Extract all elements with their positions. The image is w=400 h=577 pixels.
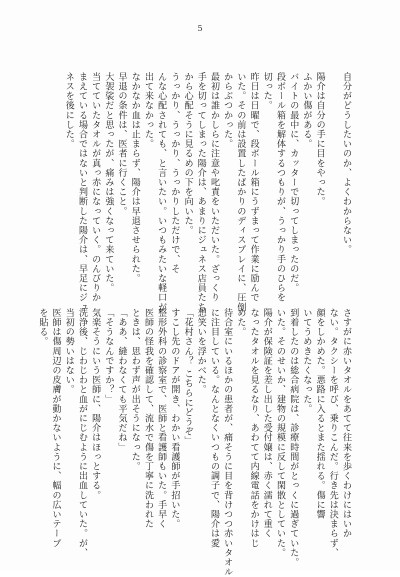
- text-line: ふかい傷がある。: [301, 72, 312, 149]
- upper-text-block: [62, 72, 352, 312]
- text-line: を貼る。: [37, 308, 48, 347]
- text-line: すこし先のドアが開き、わかい看護師が手招いた。: [169, 308, 180, 529]
- text-line: に注目している。なんとなくいつもの調子で、陽介は愛: [208, 308, 219, 548]
- text-line: 手を切ってしまった陽介は、あまりにジュネス店員たち: [195, 72, 206, 312]
- text-line: 医師の怪我を確認して、流水で傷を丁寧に洗われた: [142, 308, 153, 529]
- text-line: 「花村さん？ こちらにどうぞ」: [182, 308, 193, 446]
- text-line: 想笑いを浮かべた。: [195, 308, 206, 395]
- text-line: 陽介は自分の手に目をやった。: [314, 72, 325, 207]
- text-line: 当初の勢いはない。: [63, 308, 74, 395]
- text-line: 最初は誰かしらに注意や叱責をいただいた。ざっくり: [208, 72, 219, 303]
- text-line: んな心配されても、と言いたい。いつもみたいな軽口が: [156, 72, 167, 312]
- text-line: 待合室にいるほかの患者が、痛そうに目を背けつつ赤いタオル: [222, 308, 233, 577]
- text-line: 気楽そうにいう医師に、陽介はほっとする。: [90, 308, 101, 500]
- text-line: なったタオルを見るなり、あわてて内線電話をかけはじ: [248, 308, 259, 548]
- text-line: 当てていたタオルが真っ赤になっていく。のんびりか: [90, 72, 101, 303]
- text-line: いてうめきたくなった。: [301, 308, 312, 414]
- text-line: 「そうなんですか？」: [103, 308, 114, 404]
- text-line: バイトの最中に、カッターで切ってしまったのだ。: [288, 72, 299, 293]
- text-line: 医師は傷周辺の皮膚が動かないように、幅の広いテープ: [50, 308, 61, 548]
- text-line: いた。そのせいか、建物の規模に反して閑散としていた。: [274, 308, 285, 558]
- text-line: 顔をしかめた。悪路に入るとまた揺れる。傷に響: [314, 308, 325, 520]
- text-line: 大袈裟だと思ったが、痛みは強くなって来ていた。: [103, 72, 114, 293]
- page-number: 5: [197, 24, 203, 33]
- text-line: 早退の条件は、医者に行くこと。: [116, 72, 127, 216]
- text-line: 到着したのは総合病院は、診療時間がとっくに過ぎていた。: [288, 308, 299, 568]
- text-line: いた。その前は設置したばかりのディスプレイに、圧倒: [235, 72, 246, 312]
- text-line: 昨日は日曜で、段ボール箱にうずまって作業に励んで: [248, 72, 259, 303]
- text-line: 出て来なかった。: [142, 72, 153, 149]
- text-line: ない。タクシーを呼び、乗りこんだ。行き先は決まらず、: [327, 308, 338, 558]
- text-line: 段ボール箱を解体するつもりが、うっかり手のひらを: [274, 72, 285, 303]
- text-line: うっかり、うっかり、うっかりしただけで、そ: [169, 72, 180, 274]
- lower-text-block: [35, 308, 352, 577]
- text-line: からぶつかった。: [222, 72, 233, 149]
- text-line: [326, 72, 339, 277]
- text-line: 洗浄後、じわじわと血がにじむように出血していた。が、: [76, 308, 87, 558]
- text-line: 「ああ、縫わなくても平気だね」: [116, 308, 127, 452]
- text-line: 切った。: [261, 72, 272, 111]
- text-line: ときは、思わず声が出そうになった。: [129, 308, 140, 472]
- text-line: ネスを後にした。: [63, 72, 74, 149]
- text-line: 陽介が保険証を差し出した受付嬢は、赤く濡れて重く: [261, 308, 272, 539]
- text-line: めた。: [235, 308, 246, 337]
- text-line: なかなか血は止まらず、陽介は早退させられた。: [129, 72, 140, 284]
- text-line: 自分がどうしたいのか、よくわからない。: [341, 72, 351, 255]
- text-line: から心配そうに見るめの下を向いた。: [182, 72, 193, 236]
- text-line: まえている場合ではないと判断した陽介は、早足にジュ: [76, 72, 87, 312]
- text-line: 整形外科の診察室で、医師と看護師もいた。手早く: [156, 308, 167, 529]
- text-line: さすがに赤いタオルをあてて往来を歩くわけにはいか: [341, 308, 351, 539]
